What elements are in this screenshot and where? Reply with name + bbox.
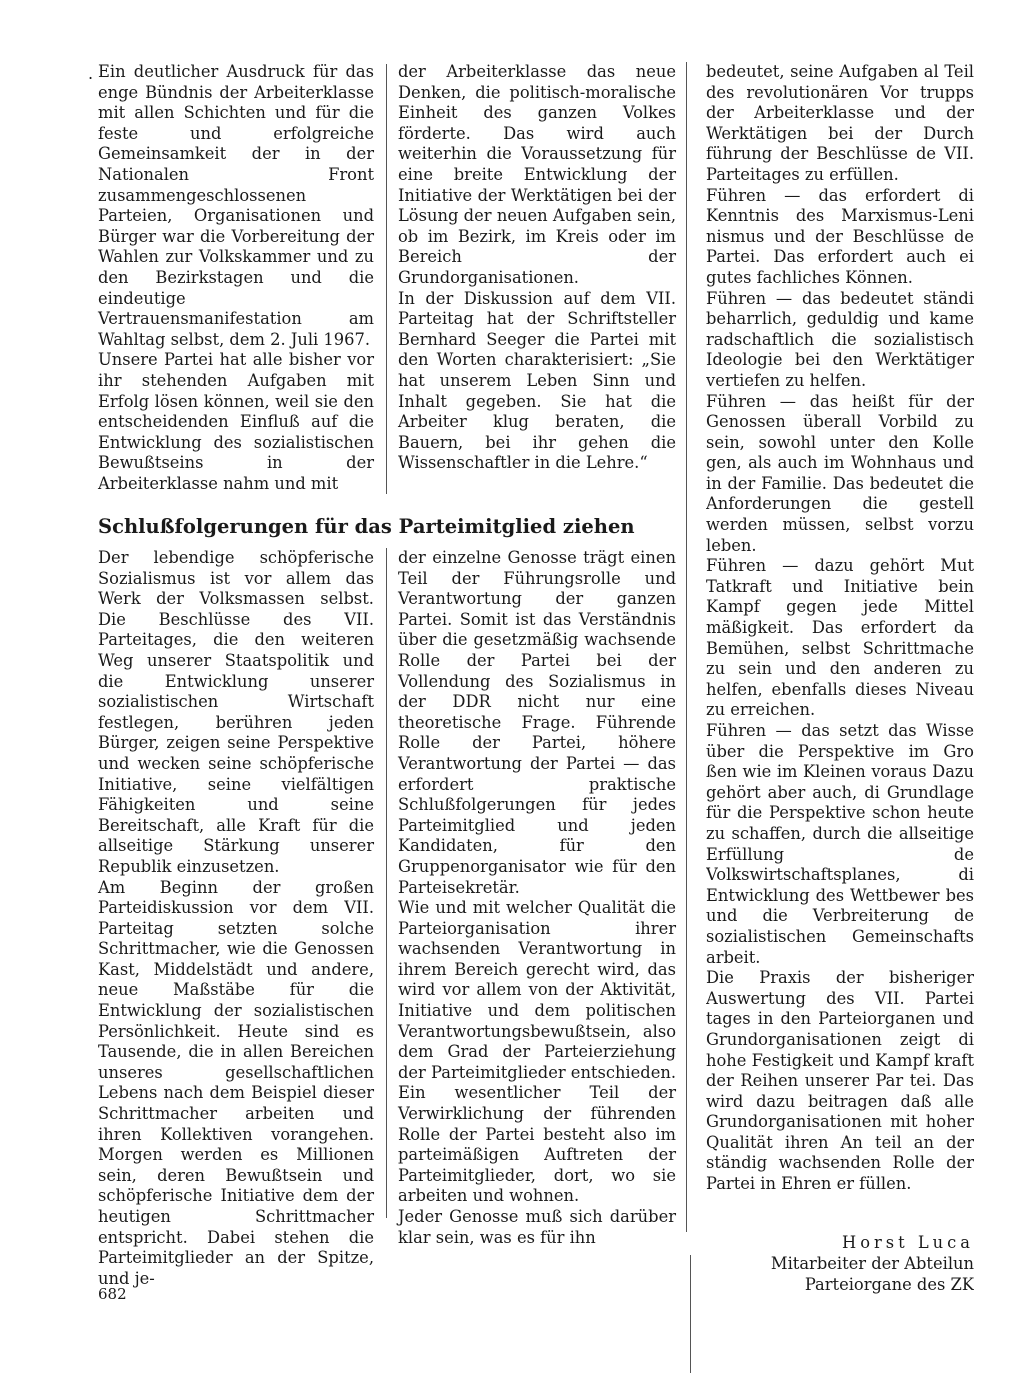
- author-name: Horst Luca: [842, 1233, 974, 1252]
- paragraph: Der lebendige schöpferische Sozialismus ist vor allem das Werk der Volksmassen selbst. Die Beschlüsse des VII. Parteitages, die den weiteren Weg unserer Staatspolitik und die Entwicklung unserer sozialistischen Wirtschaft festlegen, berühren jeden Bürger, zeigen seine Perspektive und wecken seine schöpferische Initiative, seine vielfältigen Fähigkeiten und seine Bereitschaft, alle Kraft für die allseitige Stärkung unserer Republik einzusetzen.: [98, 548, 374, 876]
- paragraph: Führen — das erfordert di Kenntnis des Marxismus-Leni nismus und der Beschlüsse de Partei. Das erfordert auch ei gutes fachliches Können.: [706, 185, 974, 287]
- paragraph: der einzelne Genosse trägt einen Teil der Führungsrolle und Verantwortung der ganzen Partei. Somit ist das Verständnis über die gesetzmäßig wachsende Rolle der Partei bei der Vollendung des Sozialismus in der DDR nicht nur eine theoretische Frage. Führende Rolle der Partei, höhere Verantwortung der Partei — das erfordert praktische Schlußfolgerungen für jedes Parteimitglied und jeden Kandidaten, für den Gruppenorganisator wie für den Parteisekretär.: [398, 548, 676, 897]
- column-1-bottom: [98, 548, 374, 1289]
- page-number: 682: [98, 1285, 127, 1303]
- paragraph: Jeder Genosse muß sich darüber klar sein, was es für ihn: [398, 1207, 676, 1247]
- paragraph: Wie und mit welcher Qualität die Parteiorganisation ihrer wachsenden Verantwortung in ihrem Bereich gerecht wird, das wird vor allem von der Aktivität, Initiative und dem politischen Verantwortungsbewußtsein, also dem Grad der Parteierziehung der Parteimitglieder entschieden. Ein wesentlicher Teil der Verwirklichung der führenden Rolle der Partei besteht also im parteimäßigen Auftreten der Parteimitglieder, dort, wo sie arbeiten und wohnen.: [398, 898, 676, 1206]
- bullet-mark: .: [88, 64, 94, 83]
- column-rule: [690, 1255, 691, 1373]
- column-rule: [686, 62, 687, 1232]
- paragraph: Die Praxis der bisheriger Auswertung des VII. Partei tages in den Parteiorganen und Grundorganisationen zeigt di hohe Festigkeit und Kampf kraft der Reihen unserer Par tei. Das wird dazu beitragen daß alle Grundorganisationen mit hoher Qualität ihren An teil an der ständig wachsenden Rolle der Partei in Ehren er füllen.: [706, 968, 974, 1194]
- paragraph: Führen — das setzt das Wisse über die Perspektive im Gro ßen wie im Kleinen voraus Dazu gehört aber auch, di Grundlage für die Perspektive schon heute zu schaffen, durch die allseitige Erfüllung de Volkswirtschaftsplanes, di Entwicklung des Wettbewer bes und die Verbreiterung de sozialistischen Gemeinschafts arbeit.: [706, 721, 974, 967]
- author-role: Mitarbeiter der Abteilun: [770, 1254, 974, 1273]
- column-rule: [386, 548, 387, 1218]
- author-signature: [706, 1232, 974, 1295]
- column-1-top: [98, 62, 374, 494]
- paragraph: Führen — das bedeutet ständi beharrlich, geduldig und kame radschaftlich die sozialistisch Ideologie bei den Werktätiger vertiefen zu helfen.: [706, 288, 974, 390]
- paragraph: In der Diskussion auf dem VII. Parteitag hat der Schriftsteller Bernhard Seeger die Partei mit den Worten charakterisiert: „Sie hat unserem Leben Sinn und Inhalt gegeben. Sie hat die Arbeiter klug beraten, die Bauern, bei ihr gehen die Wissenschaftler in die Lehre.“: [398, 288, 676, 473]
- paragraph: bedeutet, seine Aufgaben al Teil des revolutionären Vor trupps der Arbeiterklasse und der Werktätigen bei der Durch führung der Beschlüsse de VII. Parteitages zu erfüllen.: [706, 62, 974, 184]
- paragraph: Am Beginn der großen Parteidiskussion vor dem VII. Parteitag setzten solche Schrittmacher, wie die Genossen Kast, Middelstädt und andere, neue Maßstäbe für die Entwicklung der sozialistischen Persönlichkeit. Heute sind es Tausende, die in allen Bereichen unseres gesellschaftlichen Lebens nach dem Beispiel dieser Schrittmacher arbeiten und ihren Kollektiven vorangehen. Morgen werden es Millionen sein, deren Bewußtsein und schöpferische Initiative dem der heutigen Schrittmacher entspricht. Dabei stehen die Parteimitglieder an der Spitze, und je-: [98, 877, 374, 1288]
- column-2-bottom: [398, 548, 676, 1248]
- column-2-top: [398, 62, 676, 474]
- paragraph: Führen — das heißt für der Genossen überall Vorbild zu sein, sowohl unter den Kolle gen, als auch im Wohnhaus und in der Familie. Das bedeutet die Anforderungen die gestell werden müssen, selbst vorzu leben.: [706, 391, 974, 555]
- paragraph: der Arbeiterklasse das neue Denken, die politisch-moralische Einheit des ganzen Volkes förderte. Das wird auch weiterhin die Voraussetzung für eine breite Entwicklung der Initiative der Werktätigen bei der Lösung der neuen Aufgaben sein, ob im Bezirk, im Kreis oder im Bereich der Grundorganisationen.: [398, 62, 676, 287]
- column-rule: [386, 64, 387, 494]
- paragraph: Führen — dazu gehört Mut Tatkraft und Initiative bein Kampf gegen jede Mittel mäßigkeit. Das erfordert da Bemühen, selbst Schrittmache zu sein und den anderen zu helfen, ebenfalls dieses Niveau zu erreichen.: [706, 556, 974, 720]
- paragraph: Unsere Partei hat alle bisher vor ihr stehenden Aufgaben mit Erfolg lösen können, weil sie den entscheidenden Einfluß auf die Entwicklung des sozialistischen Bewußtseins in der Arbeiterklasse nahm und mit: [98, 350, 374, 493]
- section-heading: Schlußfolgerungen für das Parteimitglied ziehen: [98, 515, 635, 538]
- author-department: Parteiorgane des ZK: [804, 1275, 974, 1294]
- column-3: [706, 62, 974, 1242]
- paragraph: Ein deutlicher Ausdruck für das enge Bündnis der Arbeiterklasse mit allen Schichten und für die feste und erfolgreiche Gemeinsamkeit der in der Nationalen Front zusammengeschlossenen Parteien, Organisationen und Bürger war die Vorbereitung der Wahlen zur Volkskammer und zu den Bezirkstagen und die eindeutige Vertrauensmanifestation am Wahltag selbst, dem 2. Juli 1967.: [98, 62, 374, 349]
